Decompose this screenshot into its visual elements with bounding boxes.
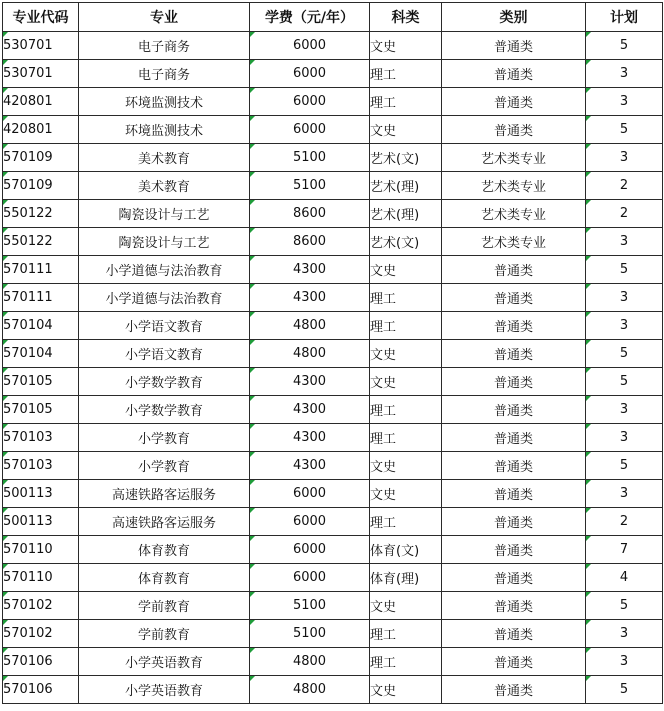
cell-plan[interactable]: 2 bbox=[586, 508, 663, 536]
cell-code[interactable]: 550122 bbox=[3, 200, 79, 228]
table-row bbox=[3, 88, 663, 116]
cell-major[interactable]: 小学道德与法治教育 bbox=[79, 284, 250, 312]
cell-code[interactable]: 570109 bbox=[3, 144, 79, 172]
cell-major[interactable]: 小学英语教育 bbox=[79, 648, 250, 676]
cell-code[interactable]: 500113 bbox=[3, 480, 79, 508]
table-row bbox=[3, 116, 663, 144]
cell-fee[interactable]: 4300 bbox=[250, 368, 370, 396]
cell-subject[interactable]: 理工 bbox=[370, 648, 442, 676]
cell-category[interactable]: 普通类 bbox=[442, 396, 586, 424]
cell-major[interactable]: 美术教育 bbox=[79, 172, 250, 200]
cell-subject[interactable]: 理工 bbox=[370, 508, 442, 536]
cell-major[interactable]: 小学英语教育 bbox=[79, 676, 250, 704]
table-row bbox=[3, 480, 663, 508]
cell-code[interactable]: 570105 bbox=[3, 396, 79, 424]
cell-plan[interactable]: 5 bbox=[586, 676, 663, 704]
cell-category[interactable]: 普通类 bbox=[442, 60, 586, 88]
table-body bbox=[3, 32, 663, 704]
cell-subject[interactable]: 文史 bbox=[370, 592, 442, 620]
cell-plan[interactable]: 3 bbox=[586, 648, 663, 676]
table-row bbox=[3, 676, 663, 704]
cell-code[interactable]: 570103 bbox=[3, 452, 79, 480]
cell-major[interactable]: 小学语文教育 bbox=[79, 312, 250, 340]
cell-plan[interactable]: 3 bbox=[586, 144, 663, 172]
cell-plan[interactable]: 3 bbox=[586, 480, 663, 508]
enrollment-plan-table bbox=[2, 2, 663, 704]
cell-subject[interactable]: 文史 bbox=[370, 480, 442, 508]
cell-fee[interactable]: 6000 bbox=[250, 480, 370, 508]
cell-plan[interactable]: 5 bbox=[586, 368, 663, 396]
cell-category[interactable]: 普通类 bbox=[442, 648, 586, 676]
cell-category[interactable]: 普通类 bbox=[442, 424, 586, 452]
cell-plan[interactable]: 4 bbox=[586, 564, 663, 592]
cell-major[interactable]: 美术教育 bbox=[79, 144, 250, 172]
cell-code[interactable]: 420801 bbox=[3, 116, 79, 144]
cell-code[interactable]: 570109 bbox=[3, 172, 79, 200]
cell-code[interactable]: 570111 bbox=[3, 256, 79, 284]
cell-plan[interactable]: 3 bbox=[586, 284, 663, 312]
cell-subject[interactable]: 理工 bbox=[370, 60, 442, 88]
cell-code[interactable]: 570102 bbox=[3, 592, 79, 620]
cell-code[interactable]: 570104 bbox=[3, 312, 79, 340]
cell-plan[interactable]: 5 bbox=[586, 592, 663, 620]
cell-fee[interactable]: 6000 bbox=[250, 116, 370, 144]
cell-plan[interactable]: 3 bbox=[586, 620, 663, 648]
cell-major[interactable]: 体育教育 bbox=[79, 536, 250, 564]
table-row bbox=[3, 256, 663, 284]
cell-subject[interactable]: 体育(理) bbox=[370, 564, 442, 592]
cell-plan[interactable]: 5 bbox=[586, 116, 663, 144]
cell-major[interactable]: 小学数学教育 bbox=[79, 368, 250, 396]
cell-subject[interactable]: 文史 bbox=[370, 256, 442, 284]
cell-category[interactable]: 艺术类专业 bbox=[442, 228, 586, 256]
table-row bbox=[3, 312, 663, 340]
cell-major[interactable]: 高速铁路客运服务 bbox=[79, 480, 250, 508]
cell-category[interactable]: 普通类 bbox=[442, 340, 586, 368]
cell-fee[interactable]: 5100 bbox=[250, 620, 370, 648]
cell-category[interactable]: 普通类 bbox=[442, 480, 586, 508]
cell-category[interactable]: 普通类 bbox=[442, 564, 586, 592]
cell-category[interactable]: 普通类 bbox=[442, 368, 586, 396]
cell-subject[interactable]: 艺术(理) bbox=[370, 200, 442, 228]
cell-plan[interactable]: 3 bbox=[586, 424, 663, 452]
cell-fee[interactable]: 4800 bbox=[250, 648, 370, 676]
cell-major[interactable]: 环境监测技术 bbox=[79, 88, 250, 116]
cell-major[interactable]: 体育教育 bbox=[79, 564, 250, 592]
cell-code[interactable]: 570111 bbox=[3, 284, 79, 312]
header-major[interactable]: 专业 bbox=[79, 3, 250, 32]
cell-code[interactable]: 570105 bbox=[3, 368, 79, 396]
cell-code[interactable]: 530701 bbox=[3, 60, 79, 88]
cell-major[interactable]: 小学语文教育 bbox=[79, 340, 250, 368]
cell-subject[interactable]: 理工 bbox=[370, 88, 442, 116]
cell-subject[interactable]: 文史 bbox=[370, 116, 442, 144]
table-row bbox=[3, 452, 663, 480]
table-row bbox=[3, 32, 663, 60]
cell-subject[interactable]: 文史 bbox=[370, 32, 442, 60]
cell-fee[interactable]: 8600 bbox=[250, 200, 370, 228]
cell-fee[interactable]: 6000 bbox=[250, 508, 370, 536]
cell-category[interactable]: 普通类 bbox=[442, 676, 586, 704]
cell-fee[interactable]: 4300 bbox=[250, 424, 370, 452]
cell-fee[interactable]: 6000 bbox=[250, 88, 370, 116]
cell-code[interactable]: 570102 bbox=[3, 620, 79, 648]
cell-fee[interactable]: 5100 bbox=[250, 592, 370, 620]
table-row bbox=[3, 228, 663, 256]
cell-category[interactable]: 艺术类专业 bbox=[442, 172, 586, 200]
cell-fee[interactable]: 5100 bbox=[250, 172, 370, 200]
cell-subject[interactable]: 艺术(文) bbox=[370, 228, 442, 256]
cell-major[interactable]: 陶瓷设计与工艺 bbox=[79, 200, 250, 228]
cell-subject[interactable]: 文史 bbox=[370, 340, 442, 368]
cell-plan[interactable]: 5 bbox=[586, 452, 663, 480]
table-row bbox=[3, 620, 663, 648]
table-row bbox=[3, 60, 663, 88]
cell-subject[interactable]: 理工 bbox=[370, 396, 442, 424]
cell-plan[interactable]: 7 bbox=[586, 536, 663, 564]
table-row bbox=[3, 144, 663, 172]
cell-code[interactable]: 570106 bbox=[3, 676, 79, 704]
header-row bbox=[3, 3, 663, 32]
cell-category[interactable]: 普通类 bbox=[442, 88, 586, 116]
table-row bbox=[3, 424, 663, 452]
cell-code[interactable]: 420801 bbox=[3, 88, 79, 116]
cell-category[interactable]: 普通类 bbox=[442, 452, 586, 480]
cell-plan[interactable]: 3 bbox=[586, 228, 663, 256]
cell-subject[interactable]: 理工 bbox=[370, 312, 442, 340]
table-row bbox=[3, 172, 663, 200]
cell-fee[interactable]: 4300 bbox=[250, 284, 370, 312]
cell-major[interactable]: 小学教育 bbox=[79, 452, 250, 480]
cell-category[interactable]: 普通类 bbox=[442, 620, 586, 648]
cell-code[interactable]: 530701 bbox=[3, 32, 79, 60]
table-row bbox=[3, 340, 663, 368]
table-row bbox=[3, 592, 663, 620]
table-row bbox=[3, 648, 663, 676]
cell-plan[interactable]: 2 bbox=[586, 172, 663, 200]
cell-code[interactable]: 570110 bbox=[3, 536, 79, 564]
header-code[interactable]: 专业代码 bbox=[3, 3, 79, 32]
cell-major[interactable]: 电子商务 bbox=[79, 32, 250, 60]
cell-category[interactable]: 普通类 bbox=[442, 536, 586, 564]
cell-plan[interactable]: 2 bbox=[586, 200, 663, 228]
cell-code[interactable]: 500113 bbox=[3, 508, 79, 536]
cell-subject[interactable]: 文史 bbox=[370, 452, 442, 480]
table-row bbox=[3, 508, 663, 536]
cell-code[interactable]: 570110 bbox=[3, 564, 79, 592]
cell-category[interactable]: 艺术类专业 bbox=[442, 200, 586, 228]
cell-category[interactable]: 普通类 bbox=[442, 284, 586, 312]
cell-plan[interactable]: 5 bbox=[586, 32, 663, 60]
cell-code[interactable]: 570106 bbox=[3, 648, 79, 676]
cell-fee[interactable]: 4300 bbox=[250, 396, 370, 424]
cell-plan[interactable]: 5 bbox=[586, 256, 663, 284]
cell-subject[interactable]: 艺术(文) bbox=[370, 144, 442, 172]
cell-subject[interactable]: 理工 bbox=[370, 620, 442, 648]
table-row bbox=[3, 564, 663, 592]
cell-major[interactable]: 高速铁路客运服务 bbox=[79, 508, 250, 536]
cell-major[interactable]: 电子商务 bbox=[79, 60, 250, 88]
cell-subject[interactable]: 艺术(理) bbox=[370, 172, 442, 200]
enrollment-plan-sheet bbox=[2, 2, 662, 704]
cell-code[interactable]: 570103 bbox=[3, 424, 79, 452]
table-row bbox=[3, 536, 663, 564]
cell-fee[interactable]: 4800 bbox=[250, 340, 370, 368]
cell-code[interactable]: 570104 bbox=[3, 340, 79, 368]
cell-major[interactable]: 小学数学教育 bbox=[79, 396, 250, 424]
cell-category[interactable]: 普通类 bbox=[442, 508, 586, 536]
table-row bbox=[3, 396, 663, 424]
cell-fee[interactable]: 8600 bbox=[250, 228, 370, 256]
cell-subject[interactable]: 理工 bbox=[370, 424, 442, 452]
cell-fee[interactable]: 5100 bbox=[250, 144, 370, 172]
header-subject[interactable]: 科类 bbox=[370, 3, 442, 32]
cell-major[interactable]: 小学道德与法治教育 bbox=[79, 256, 250, 284]
cell-plan[interactable]: 3 bbox=[586, 60, 663, 88]
cell-fee[interactable]: 6000 bbox=[250, 60, 370, 88]
cell-fee[interactable]: 4300 bbox=[250, 256, 370, 284]
cell-plan[interactable]: 3 bbox=[586, 312, 663, 340]
cell-fee[interactable]: 6000 bbox=[250, 536, 370, 564]
cell-category[interactable]: 普通类 bbox=[442, 116, 586, 144]
cell-fee[interactable]: 4300 bbox=[250, 452, 370, 480]
cell-fee[interactable]: 4800 bbox=[250, 312, 370, 340]
cell-major[interactable]: 学前教育 bbox=[79, 592, 250, 620]
cell-category[interactable]: 普通类 bbox=[442, 312, 586, 340]
cell-category[interactable]: 艺术类专业 bbox=[442, 144, 586, 172]
cell-major[interactable]: 学前教育 bbox=[79, 620, 250, 648]
table-row bbox=[3, 200, 663, 228]
cell-subject[interactable]: 文史 bbox=[370, 676, 442, 704]
cell-fee[interactable]: 4800 bbox=[250, 676, 370, 704]
cell-subject[interactable]: 理工 bbox=[370, 284, 442, 312]
header-fee[interactable]: 学费（元/年） bbox=[250, 3, 370, 32]
cell-category[interactable]: 普通类 bbox=[442, 592, 586, 620]
cell-major[interactable]: 陶瓷设计与工艺 bbox=[79, 228, 250, 256]
cell-category[interactable]: 普通类 bbox=[442, 32, 586, 60]
header-plan[interactable]: 计划 bbox=[586, 3, 663, 32]
cell-fee[interactable]: 6000 bbox=[250, 32, 370, 60]
cell-category[interactable]: 普通类 bbox=[442, 256, 586, 284]
cell-subject[interactable]: 体育(文) bbox=[370, 536, 442, 564]
cell-plan[interactable]: 3 bbox=[586, 88, 663, 116]
cell-plan[interactable]: 3 bbox=[586, 396, 663, 424]
table-row bbox=[3, 368, 663, 396]
cell-subject[interactable]: 文史 bbox=[370, 368, 442, 396]
cell-plan[interactable]: 5 bbox=[586, 340, 663, 368]
cell-fee[interactable]: 6000 bbox=[250, 564, 370, 592]
cell-major[interactable]: 小学教育 bbox=[79, 424, 250, 452]
cell-major[interactable]: 环境监测技术 bbox=[79, 116, 250, 144]
cell-code[interactable]: 550122 bbox=[3, 228, 79, 256]
table-row bbox=[3, 284, 663, 312]
header-category[interactable]: 类别 bbox=[442, 3, 586, 32]
